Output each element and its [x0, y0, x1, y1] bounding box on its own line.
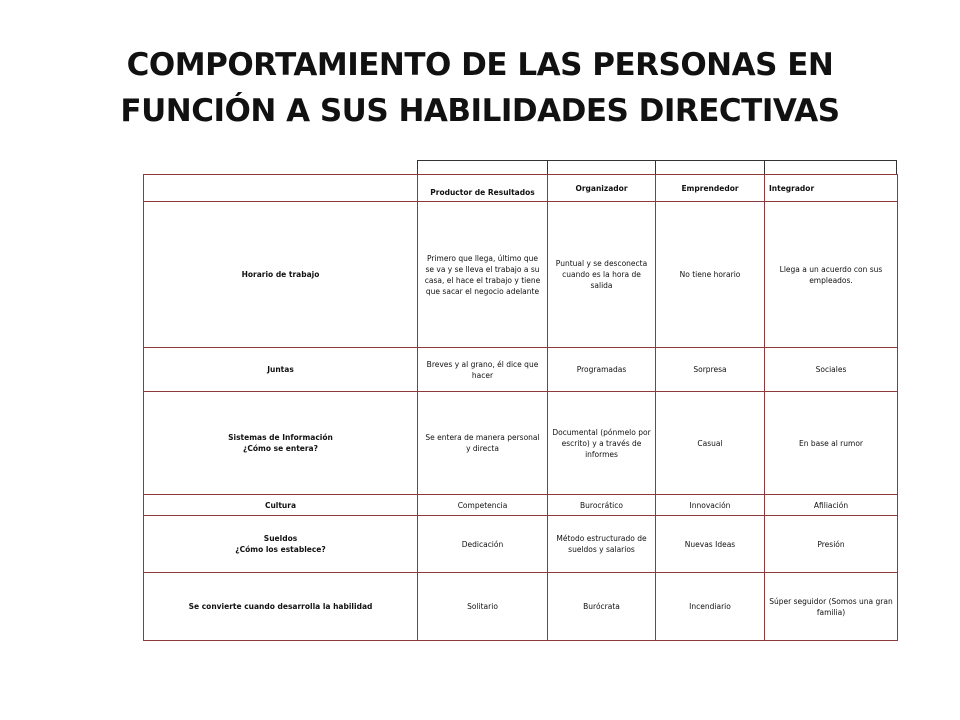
table-cell: Breves y al grano, él dice que hacer [418, 348, 548, 392]
header-cell-emprendedor: Emprendedor [656, 175, 765, 202]
table-cell: Sociales [765, 348, 898, 392]
row-label-line-2: ¿Cómo los establece? [235, 545, 326, 554]
table-cell: Incendiario [656, 573, 765, 641]
habilidades-table [143, 174, 898, 641]
table-row [144, 516, 898, 573]
table-row [144, 392, 898, 495]
table-cell: Programadas [548, 348, 656, 392]
row-label-line-1: Sistemas de Información [228, 433, 333, 442]
table-cell: Dedicación [418, 516, 548, 573]
table-cell: Nuevas Ideas [656, 516, 765, 573]
row-label-line-1: Sueldos [263, 534, 298, 543]
table-top-divider [896, 160, 897, 174]
row-label: Juntas [144, 348, 418, 392]
row-label: Se convierte cuando desarrolla la habilidad [144, 573, 418, 641]
header-cell-organizador: Organizador [548, 175, 656, 202]
table-cell: Sorpresa [656, 348, 765, 392]
table-cell: Solitario [418, 573, 548, 641]
header-cell-empty [144, 175, 418, 202]
table-top-divider [655, 160, 656, 174]
table-cell: Innovación [656, 495, 765, 516]
table-top-divider [764, 160, 765, 174]
table-row [144, 202, 898, 348]
table-header-row [144, 175, 898, 202]
table-cell: Se entera de manera personal y directa [418, 392, 548, 495]
table-cell: Presión [765, 516, 898, 573]
table-top-divider [417, 160, 418, 174]
table-cell: Puntual y se desconecta cuando es la hora de salida [548, 202, 656, 348]
table-cell: No tiene horario [656, 202, 765, 348]
table-cell: En base al rumor [765, 392, 898, 495]
row-label-line-2: ¿Cómo se entera? [243, 444, 318, 453]
page-title [0, 42, 960, 134]
table-cell: Método estructurado de sueldos y salarios [548, 516, 656, 573]
title-line-2: FUNCIÓN A SUS HABILIDADES DIRECTIVAS [120, 93, 840, 129]
table-cell: Primero que llega, último que se va y se lleva el trabajo a su casa, el hace el trabajo y tiene que sacar el negocio adelante [418, 202, 548, 348]
table-cell: Burocrático [548, 495, 656, 516]
table-row [144, 573, 898, 641]
row-label [144, 516, 418, 573]
table-cell: Llega a un acuerdo con sus empleados. [765, 202, 898, 348]
row-label: Cultura [144, 495, 418, 516]
table-row [144, 495, 898, 516]
row-label: Horario de trabajo [144, 202, 418, 348]
table-top-divider [547, 160, 548, 174]
header-cell-productor: Productor de Resultados [418, 175, 548, 202]
table-top-rule [417, 160, 897, 175]
header-cell-integrador: Integrador [765, 175, 898, 202]
table-row [144, 348, 898, 392]
table-cell: Afiliación [765, 495, 898, 516]
table-cell: Burócrata [548, 573, 656, 641]
table-cell: Casual [656, 392, 765, 495]
row-label [144, 392, 418, 495]
table-cell: Documental (pónmelo por escrito) y a través de informes [548, 392, 656, 495]
table-cell: Competencia [418, 495, 548, 516]
title-line-1: COMPORTAMIENTO DE LAS PERSONAS EN [126, 47, 834, 83]
table-cell: Súper seguidor (Somos una gran familia) [765, 573, 898, 641]
